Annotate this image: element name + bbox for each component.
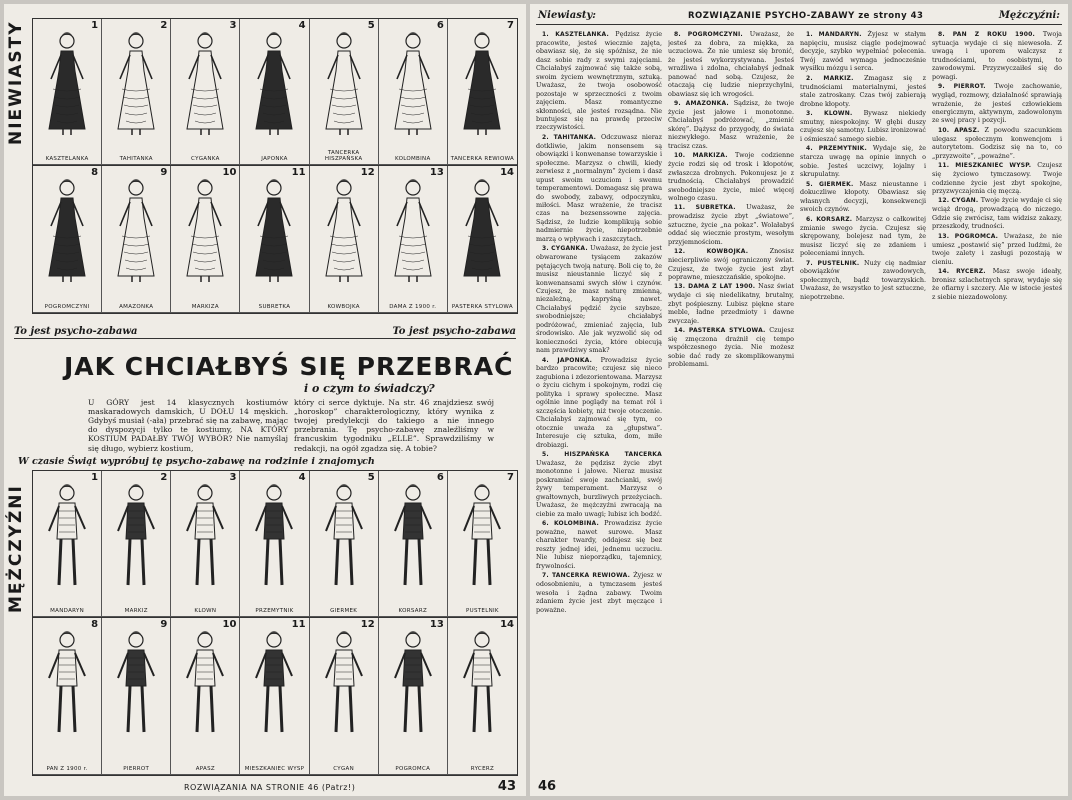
costume-cell xyxy=(102,471,171,617)
solution-text: Uważasz, że nie umiesz „postawić się” przed ludźmi, że twoje zalety i zasługi pozostają w cieniu. xyxy=(932,231,1062,266)
article-subhead: i o czym to świadczy? xyxy=(304,382,435,395)
costume-number: 10 xyxy=(222,167,237,178)
costume-caption: MANDARYN xyxy=(50,607,84,614)
costume-caption: PUSTELNIK xyxy=(466,607,499,614)
costume-caption: PIERROT xyxy=(123,765,150,772)
costume-cell xyxy=(379,166,448,313)
section-banner xyxy=(14,326,516,339)
page-43 xyxy=(4,4,526,796)
costume-caption: RYCERZ xyxy=(470,765,495,772)
solution-heading: 12. CYGAN. xyxy=(938,197,981,205)
costume-illustration xyxy=(248,628,300,740)
solution-heading: 5. GIERMEK. xyxy=(806,180,860,188)
solution-entry xyxy=(800,259,926,302)
costume-illustration xyxy=(318,481,370,593)
men-header: Mężczyźni: xyxy=(998,10,1060,21)
costume-caption: SUBRETKA xyxy=(258,303,291,310)
costume-illustration xyxy=(248,29,300,141)
costume-number: 3 xyxy=(229,472,237,483)
costume-cell xyxy=(310,166,379,313)
solution-heading: 14. PASTERKA STYLOWA. xyxy=(674,327,770,335)
costume-caption: KORSARZ xyxy=(398,607,428,614)
costume-cell xyxy=(33,19,102,165)
solution-text: Twoje zachowanie, wygląd, rozmowy, działalność sprawiają wrażenie, że jesteś człowiekiem energicznym, aktywnym, zadowolonym ze swej pracy i pozycji. xyxy=(932,82,1062,125)
costume-number: 6 xyxy=(436,20,444,31)
costume-cell xyxy=(171,166,240,313)
page-46 xyxy=(530,4,1068,796)
costume-caption: TANCERKA HISZPAŃSKA xyxy=(324,149,363,162)
intro-column-1: U GÓRY jest 14 klasycznych kostiumów maskaradowych damskich, U DOŁU 14 męskich. Gdybyś musiał (-ała) przebrać się na zabawę, mając do dyspozycji tylko te kostiumy, NA KTÓRY KOSTIUM PADAŁBY TWÓJ WYBÓR? Nie namyślaj się długo, wybierz kostium, xyxy=(88,398,288,453)
solution-text: Znosisz niecierpliwie swój ograniczony świat. Czujesz, że twoje życie jest zbyt poprawne, mieszczańskie, spokojne. xyxy=(668,247,794,281)
costume-cell xyxy=(448,19,517,165)
costume-number: 4 xyxy=(298,472,306,483)
solution-heading: 3. CYGANKA. xyxy=(542,245,591,253)
costume-illustration xyxy=(41,176,93,288)
costume-cell xyxy=(102,19,171,165)
solution-heading: 8. POGROMCZYNI. xyxy=(674,31,750,38)
costume-illustration xyxy=(456,176,508,288)
solutions-column-1 xyxy=(536,30,662,776)
costume-number: 13 xyxy=(429,619,444,630)
costume-illustration xyxy=(179,176,231,288)
solution-text: Twoje codzienne życie rodzi się od trosk i kłopotów, zwłaszcza drobnych. Pokonujesz je z trudnością. Chciałabyś prowadzić swobodniejsze życie, mieć więcej wolnego czasu. xyxy=(668,151,794,202)
costume-caption: PAN Z 1900 r. xyxy=(46,765,88,772)
women-costume-row-1 xyxy=(32,18,518,166)
solution-text: Uważasz, że jesteś za dobra, za miękka, za uczuciowa. Że nie umiesz się bronić, że jesteś wykorzystywana. Jesteś wrażliwa i zdolna, chciałabyś jednak panować nad sobą. Czujesz, że otaczają cię ludzie nieprzychylni, obawiasz się ich wrogości. xyxy=(668,30,794,98)
solution-entry xyxy=(932,196,1062,230)
costume-number: 8 xyxy=(91,167,99,178)
solution-text: Sądzisz, że twoje życie jest jałowe i monotonne. Chciałabyś podróżować, „zmienić skórę”. Dążysz do przygody, do świata niezwykłego. Masz wrażenie, że tracisz czas. xyxy=(668,99,794,150)
costume-cell xyxy=(102,618,171,775)
women-costume-row-2 xyxy=(32,166,518,314)
costume-illustration xyxy=(110,29,162,141)
costume-illustration xyxy=(110,176,162,288)
solution-entry xyxy=(668,151,794,202)
solution-entry xyxy=(536,133,662,243)
solution-heading: 4. PRZEMYTNIK. xyxy=(806,145,873,153)
solution-heading: 6. KORSARZ. xyxy=(806,215,856,223)
solution-entry xyxy=(800,180,926,214)
solution-heading: 13. DAMA Z LAT 1900. xyxy=(674,283,759,291)
tagline: W czasie Świąt wypróbuj tę psycho-zabawę na rodzinie i znajomych xyxy=(18,456,375,467)
costume-number: 12 xyxy=(360,619,375,630)
costume-illustration xyxy=(318,176,370,288)
costume-caption: KASZTELANKA xyxy=(45,155,89,162)
costume-caption: APASZ xyxy=(195,765,215,772)
solution-heading: 9. PIERROT. xyxy=(938,83,995,91)
solution-entry xyxy=(668,282,794,325)
solution-text: Nasz świat wydaje ci się niedelikatny, brutalny, zbyt pośpieszny. Lubisz piękne stare meble, ładne przedmioty i dawne zwyczaje. xyxy=(668,282,794,325)
costume-caption: MARKIZ xyxy=(124,607,148,614)
solutions-column-3 xyxy=(800,30,926,776)
costume-number: 13 xyxy=(429,167,444,178)
solution-text: Masz swoje ideały, bronisz szlachetnych spraw, wydaje się że ofiarny i szczery. Ale w istocie jesteś z siebie niezadowolony. xyxy=(932,266,1062,301)
costume-caption: POGROMCZYNI xyxy=(44,303,90,310)
solution-heading: 3. KLOWN. xyxy=(806,109,864,117)
solution-entry xyxy=(932,267,1062,301)
costume-number: 1 xyxy=(91,20,99,31)
costume-illustration xyxy=(387,176,439,288)
solution-heading: 11. SUBRETKA. xyxy=(674,204,747,212)
costume-cell xyxy=(310,618,379,775)
costume-caption: CYGANKA xyxy=(191,155,220,162)
solution-heading: 6. KOLOMBINA. xyxy=(542,520,605,528)
solution-heading: 9. AMAZONKA. xyxy=(674,100,734,108)
costume-caption: PRZEMYTNIK xyxy=(255,607,294,614)
costume-illustration xyxy=(387,628,439,740)
costume-illustration xyxy=(248,481,300,593)
solution-text: Uważasz, że pędzisz życie zbyt monotonne i jałowe. Nieraz musisz poskramiać swoje zachcianki, swój żywy temperament. Marzysz o gwałtownych, burzliwych przeżyciach. Uważasz, że mężczyźni zwracają na ciebie za mało uwagi; lubisz ich bodźć. xyxy=(536,458,662,518)
costume-number: 14 xyxy=(500,619,514,630)
costume-illustration xyxy=(110,481,162,593)
banner-left-text: To jest psycho-zabawa xyxy=(14,326,138,337)
solution-entry xyxy=(932,30,1062,81)
solutions-column-2 xyxy=(668,30,794,776)
costume-caption: POGROMCA xyxy=(395,765,431,772)
costume-illustration xyxy=(41,481,93,593)
solution-entry xyxy=(536,356,662,449)
solution-heading: 2. TAHITANKA. xyxy=(542,133,601,141)
solution-entry xyxy=(800,109,926,143)
costume-cell xyxy=(448,618,517,775)
solution-text: Odczuwasz nieraz dotkliwie, jakim nonsensem są obowiązki i konwenanse towarzyskie i społeczne. Marzysz o chwili, kiedy zerwiesz z „normalnym” życiem i dasz upust swoim uczuciom i swemu temperamentowi. Domagasz się prawa do swobody, zabawy, odpoczynku, miłości. Masz wrażenie, że tracisz czas na bezsenssowne zajęcia. Sądzisz, że ludzie komplikują sobie nadmiernie życie, niepotrzebnie marzą o wpływach i zaszczytach. xyxy=(536,132,662,243)
solutions-column-4 xyxy=(932,30,1062,776)
costume-caption: TANCERKA REWIOWA xyxy=(450,155,515,162)
solution-entry xyxy=(668,326,794,369)
solution-heading: 7. PUSTELNIK. xyxy=(806,259,865,267)
costume-number: 1 xyxy=(91,472,99,483)
solution-entry xyxy=(536,450,662,518)
solution-entry xyxy=(932,161,1062,195)
solution-heading: 8. PAN Z ROKU 1900. xyxy=(938,31,1043,38)
banner-right-text: To jest psycho-zabawa xyxy=(392,326,516,337)
men-costume-row-2 xyxy=(32,618,518,776)
costume-number: 5 xyxy=(367,472,375,483)
intro-column-2: który ci serce dyktuje. Na str. 46 znajdziesz swój „horoskop” charakterologiczny, który wynika z twojej predylekcji do takiego a nie innego przebrania. Tę psycho-zabawę znaleźliśmy w francuskim tygodniku „ELLE”. Sprawdziliśmy w redakcji, na ogół zgadza się. A tobie? xyxy=(294,398,494,453)
solution-heading: 10. MARKIZA. xyxy=(674,152,736,160)
costume-caption: GIERMEK xyxy=(330,607,358,614)
costume-caption: AMAZONKA xyxy=(119,303,154,310)
costume-cell xyxy=(33,166,102,313)
solutions-title: ROZWIĄZANIE PSYCHO-ZABAWY ze strony 43 xyxy=(688,11,924,21)
costume-cell xyxy=(240,166,309,313)
costume-number: 11 xyxy=(291,167,306,178)
costume-cell xyxy=(379,19,448,165)
costume-number: 3 xyxy=(229,20,237,31)
solution-text: Żyjesz w odosobnieniu, a tymczasem jesteś wesoła i żądna zabawy. Twoim zdaniem życie jest zbyt męczące i poważne. xyxy=(536,571,662,614)
solution-text: Prowadzisz życie bardzo pracowite; czujesz się nieco zagubiona i zdezorientowana. Marzysz o życiu cichym i spokojnym, rodzi cię polityka i sprawy społeczne. Masz ogólnie inne poglądy na temat ról i szczęścia kobiety, niż twoje otoczenie. Chciałabyś zajmować się tym, co otocznie uważa za „głupstwa”. Interesuje cię sztuka, dom, miłe drobiazgi. xyxy=(536,355,662,449)
solution-entry xyxy=(668,247,794,281)
solution-entry xyxy=(800,74,926,108)
solution-text: Prowadzisz życie poważne, nawet surowe. Masz charakter twardy, oddajesz się bez reszty jednej idei, jednemu uczuciu. Nie lubisz nieporządku, tajemnicy, frywolności. xyxy=(536,519,662,570)
solution-heading: 2. MARKIZ. xyxy=(806,74,865,82)
solution-text: Wydaje się, że starcza uwagę na opinie innych o sobie. Jesteś uczciwy, lojalny i skrupulatny. xyxy=(800,144,926,179)
costume-illustration xyxy=(41,628,93,740)
header-rule xyxy=(536,24,1062,25)
costume-number: 9 xyxy=(160,619,168,630)
solution-text: Czujesz się zmęczona drażnił cię tempo współczesnego życia. Nie możesz sobie dać rady ze skomplikowanymi problemami. xyxy=(668,326,794,369)
costume-cell xyxy=(171,471,240,617)
solution-heading: 14. RYCERZ. xyxy=(938,267,993,275)
costume-caption: PASTERKA STYLOWA xyxy=(451,303,513,310)
costume-cell xyxy=(171,618,240,775)
costume-cell xyxy=(240,618,309,775)
solution-entry xyxy=(800,215,926,258)
solution-heading: 10. APASZ. xyxy=(938,126,985,134)
men-costume-row-1 xyxy=(32,470,518,618)
costume-number: 10 xyxy=(222,619,237,630)
costume-cell xyxy=(310,471,379,617)
solution-entry xyxy=(800,30,926,73)
costume-caption: CYGAN xyxy=(333,765,354,772)
solution-heading: 1. KASZTELANKA. xyxy=(542,31,616,38)
solution-text: Pędzisz życie pracowite, jesteś wiecznie zajęta, obawiasz się, że się spóźnisz, że nie dasz sobie rady z swymi zajęciami. Chciałabyś zajmować się także sobą, swoim życiem wewnętrznym, sztuką. Uważasz, że twoja osobowość pozostaje w sprzeczności z twoim zajęciem. Masz romantyczne skłonności, ale jesteś rozsądna. Nie buntujesz się na prawdę przeciw rzeczywistości. xyxy=(536,30,662,132)
solution-text: Z powodu szacunkiem ulegasz społecznym konwencjom i autorytetom. Godzisz się na to, co „przyzwoite”, „poważne”. xyxy=(932,125,1062,160)
women-header: Niewiasty: xyxy=(538,10,596,21)
page-number: 43 xyxy=(497,779,516,794)
men-section-label: MĘŻCZYŹNI xyxy=(6,484,26,614)
costume-cell xyxy=(240,471,309,617)
solution-text: Bywasz niekiedy smutny, niespokojny. W głębi duszy czujesz się samotny. Lubisz ironizować i ośmieszać samego siebie. xyxy=(800,108,926,143)
solution-text: Nuży cię nadmiar obowiązków zawodowych, społecznych, bądź towarzyskich. Uważasz, że wszystko to jest sztuczne, niepotrzebne. xyxy=(800,258,926,301)
solution-text: Uważasz, że prowadzisz życie zbyt „światowe”, sztuczne, życie „na pokaz”. Wolałabyś oddać się wiecznie prostym, wesołym przyjemnościom. xyxy=(668,203,794,246)
solution-heading: 5. HISZPAŃSKA TANCERKA xyxy=(542,451,662,459)
costume-cell xyxy=(448,471,517,617)
solution-heading: 4. JAPONKA. xyxy=(542,356,601,364)
solution-entry xyxy=(932,82,1062,125)
costume-illustration xyxy=(318,628,370,740)
costume-number: 2 xyxy=(160,20,168,31)
costume-illustration xyxy=(387,29,439,141)
costume-caption: JAPONKA xyxy=(261,155,288,162)
costume-caption: MARKIZA xyxy=(191,303,219,310)
costume-cell xyxy=(310,19,379,165)
costume-illustration xyxy=(456,481,508,593)
solution-entry xyxy=(932,126,1062,160)
costume-number: 4 xyxy=(298,20,306,31)
solution-entry xyxy=(668,30,794,98)
costume-illustration xyxy=(179,628,231,740)
costume-number: 2 xyxy=(160,472,168,483)
solution-entry xyxy=(800,144,926,178)
solution-text: Twoje życie wydaje ci się wciąż drogą, prowadzącą do niczego. Gdzie się zwrócisz, tam widzisz zakazy, przeszkody, trudności. xyxy=(932,196,1062,231)
costume-number: 5 xyxy=(367,20,375,31)
costume-cell xyxy=(379,471,448,617)
costume-caption: TAHITANKA xyxy=(119,155,153,162)
costume-caption: KOLOMBINA xyxy=(394,155,431,162)
costume-illustration xyxy=(110,628,162,740)
costume-number: 6 xyxy=(436,472,444,483)
costume-cell xyxy=(171,19,240,165)
costume-cell xyxy=(102,166,171,313)
costume-caption: DAMA Z 1900 r. xyxy=(389,303,437,310)
solution-text: Żyjesz w stałym napięciu, musisz ciągle podejmować decyzje, szybko wypełniać polecenia. Twój zawód wymaga jednocześnie wysiłku mózgu i serca. xyxy=(800,30,926,73)
article-headline: JAK CHCIAŁBYŚ SIĘ PRZEBRAĆ xyxy=(64,352,514,381)
costume-illustration xyxy=(456,29,508,141)
costume-number: 8 xyxy=(91,619,99,630)
solution-entry xyxy=(668,99,794,150)
costume-number: 11 xyxy=(291,619,306,630)
solution-text: Twoja sytuacja wydaje ci się niewesoła. Z uwagą i uporem walczysz z trudnościami, to osobistymi, to zawodowymi. Przyzwyczaiłeś się do powagi. xyxy=(932,30,1062,81)
costume-illustration xyxy=(248,176,300,288)
solution-entry xyxy=(668,203,794,246)
solutions-footer: ROZWIĄZANIA NA STRONIE 46 (Patrz!) xyxy=(184,783,356,792)
costume-number: 12 xyxy=(360,167,375,178)
solution-entry xyxy=(536,244,662,354)
solution-heading: 11. MIESZKANIEC WYSP. xyxy=(938,162,1038,170)
costume-illustration xyxy=(318,29,370,141)
page-number: 46 xyxy=(538,779,557,794)
costume-caption: KOWBOJKA xyxy=(327,303,360,310)
costume-illustration xyxy=(456,628,508,740)
solution-text: Marzysz o całkowitej zmianie swego życia. Czujesz się skrępowany, bolejesz nad tym, że musisz liczyć się ze zdaniem i poleceniami innych. xyxy=(800,214,926,258)
costume-illustration xyxy=(179,29,231,141)
solution-heading: 1. MANDARYN. xyxy=(806,31,868,38)
solution-text: Czujesz się życiowo tymczasowy. Twoje codzienne życie jest zbyt spokojne, przyzwyczajenia cię męczą. xyxy=(932,161,1062,195)
costume-number: 9 xyxy=(160,167,168,178)
costume-illustration xyxy=(387,481,439,593)
costume-cell xyxy=(33,471,102,617)
solution-entry xyxy=(536,571,662,614)
solution-text: Zmagasz się z trudnościami materialnymi, jesteś stale zatroskany. Czas twój zabierają drobne kłopoty. xyxy=(800,73,926,108)
women-section-label: NIEWIASTY xyxy=(6,20,26,146)
solution-heading: 12. KOWBOJKA. xyxy=(674,248,770,256)
costume-cell xyxy=(240,19,309,165)
costume-cell xyxy=(448,166,517,313)
solution-heading: 13. POGROMCA. xyxy=(938,232,1004,240)
solution-text: Uważasz, że życie jest obwarowane tysiącem zakazów pętających twoją naturę. Boli cię to, że musisz nieustannie liczyć się z konwenansami swych słów i czynów. Czujesz, że masz naturę zmienną, niezależną, kapryśną nawet. Chciałabyś pędzić życie szybsze, swobodniejsze; chciałabyś podróżować, zmieniać zajęcia, lub środowisko. Ale jak wyzwolić się od konieczności życia, które obiecują nam prawdziwy smak? xyxy=(536,244,662,355)
solution-entry xyxy=(932,232,1062,266)
costume-number: 7 xyxy=(507,472,514,483)
costume-caption: MIESZKANIEC WYSP xyxy=(244,765,305,772)
solution-entry xyxy=(536,519,662,570)
costume-cell xyxy=(33,618,102,775)
costume-illustration xyxy=(41,29,93,141)
solution-entry xyxy=(536,30,662,132)
solution-heading: 7. TANCERKA REWIOWA. xyxy=(542,572,634,580)
costume-cell xyxy=(379,618,448,775)
costume-illustration xyxy=(179,481,231,593)
costume-number: 14 xyxy=(500,167,514,178)
costume-caption: KLOWN xyxy=(194,607,217,614)
solution-text: Masz nieustanne i dokuczliwe kłopoty. Obawiasz się własnych decyzji, konsekwencji swoich czynów. xyxy=(800,179,926,214)
costume-number: 7 xyxy=(507,20,514,31)
